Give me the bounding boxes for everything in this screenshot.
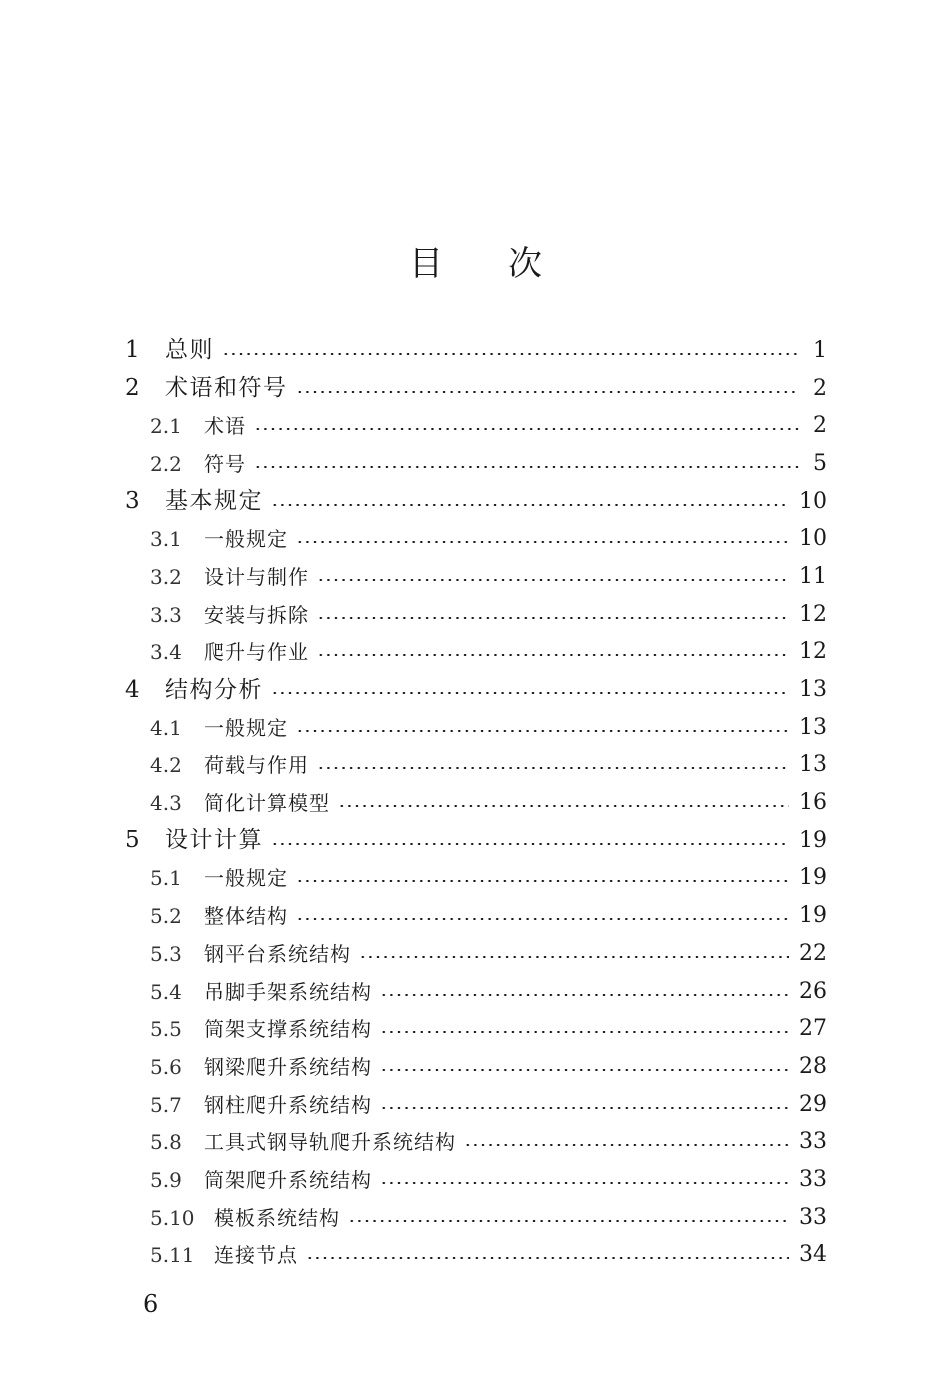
toc-entry-page: 19 bbox=[799, 827, 827, 853]
toc-entry-title: 整体结构 bbox=[204, 904, 288, 929]
toc-entry-number: 3 bbox=[125, 488, 140, 515]
toc-entry-number: 5.9 bbox=[150, 1167, 182, 1192]
toc-section-entry[interactable] bbox=[0, 1086, 827, 1124]
toc-entry-title: 连接节点 bbox=[214, 1243, 298, 1268]
toc-entry-title: 筒架爬升系统结构 bbox=[204, 1167, 372, 1192]
toc-section-entry[interactable] bbox=[0, 1048, 827, 1086]
toc-section-entry[interactable] bbox=[0, 1237, 827, 1275]
toc-section-entry[interactable] bbox=[0, 747, 827, 785]
toc-entry-title: 一般规定 bbox=[204, 715, 288, 740]
toc-entry-page: 10 bbox=[799, 526, 827, 552]
toc-entry-number: 5.8 bbox=[150, 1130, 182, 1155]
toc-entry-title: 模板系统结构 bbox=[214, 1205, 340, 1230]
toc-chapter-entry[interactable] bbox=[0, 671, 827, 709]
toc-entry-title: 基本规定 bbox=[165, 488, 263, 515]
toc-dot-leader bbox=[348, 1220, 789, 1222]
toc-entry-page: 13 bbox=[799, 752, 827, 778]
toc-dot-leader bbox=[380, 1031, 789, 1033]
toc-entry-number: 4.2 bbox=[150, 753, 182, 778]
toc-entry-number: 5.7 bbox=[150, 1092, 182, 1117]
toc-section-entry[interactable] bbox=[0, 634, 827, 672]
toc-section-entry[interactable] bbox=[0, 520, 827, 558]
toc-section-entry[interactable] bbox=[0, 596, 827, 634]
toc-entry-number: 3.1 bbox=[150, 527, 182, 552]
toc-entry-number: 5 bbox=[125, 827, 140, 854]
toc-entry-page: 29 bbox=[799, 1091, 827, 1117]
toc-entry-title: 爬升与作业 bbox=[204, 640, 309, 665]
toc-entry-title: 荷载与作用 bbox=[204, 753, 309, 778]
toc-section-entry[interactable] bbox=[0, 558, 827, 596]
toc-dot-leader bbox=[317, 767, 789, 769]
toc-section-entry[interactable] bbox=[0, 935, 827, 973]
toc-entry-number: 5.1 bbox=[150, 866, 182, 891]
toc-dot-leader bbox=[271, 504, 789, 506]
toc-dot-leader bbox=[222, 353, 799, 355]
toc-entry-number: 5.10 bbox=[150, 1205, 195, 1230]
toc-entry-page: 13 bbox=[799, 714, 827, 740]
toc-entry-number: 3.2 bbox=[150, 564, 182, 589]
toc-entry-page: 22 bbox=[799, 940, 827, 966]
toc-entry-page: 2 bbox=[813, 375, 827, 401]
toc-dot-leader bbox=[271, 843, 789, 845]
toc-entry-number: 5.5 bbox=[150, 1017, 182, 1042]
toc-entry-number: 2.1 bbox=[150, 414, 182, 439]
toc-entry-title: 总则 bbox=[165, 337, 214, 364]
toc-entry-title: 筒架支撑系统结构 bbox=[204, 1017, 372, 1042]
toc-dot-leader bbox=[296, 541, 789, 543]
toc-entry-title: 一般规定 bbox=[204, 866, 288, 891]
toc-dot-leader bbox=[380, 1107, 789, 1109]
toc-section-entry[interactable] bbox=[0, 1161, 827, 1199]
toc-entry-page: 16 bbox=[799, 790, 827, 816]
toc-entry-page: 5 bbox=[813, 450, 827, 476]
toc-entry-page: 33 bbox=[799, 1204, 827, 1230]
toc-section-entry[interactable] bbox=[0, 407, 827, 445]
toc-entry-page: 33 bbox=[799, 1129, 827, 1155]
toc-entry-number: 5.4 bbox=[150, 979, 182, 1004]
toc-entry-title: 设计计算 bbox=[165, 827, 263, 854]
toc-entry-title: 一般规定 bbox=[204, 527, 288, 552]
toc-entry-page: 34 bbox=[799, 1242, 827, 1268]
page-title-char-1: 目 bbox=[409, 244, 443, 284]
toc-dot-leader bbox=[296, 880, 789, 882]
toc-entry-title: 术语 bbox=[204, 414, 246, 439]
toc-dot-leader bbox=[359, 956, 789, 958]
toc-chapter-entry[interactable] bbox=[0, 332, 827, 370]
toc-dot-leader bbox=[338, 805, 789, 807]
toc-entry-title: 钢梁爬升系统结构 bbox=[204, 1054, 372, 1079]
toc-entry-title: 安装与拆除 bbox=[204, 602, 309, 627]
toc-entry-number: 2 bbox=[125, 375, 140, 402]
toc-dot-leader bbox=[306, 1257, 789, 1259]
toc-dot-leader bbox=[317, 654, 789, 656]
toc-entry-title: 符号 bbox=[204, 451, 246, 476]
toc-section-entry[interactable] bbox=[0, 897, 827, 935]
toc-entry-page: 26 bbox=[799, 978, 827, 1004]
toc-entry-title: 术语和符号 bbox=[165, 375, 288, 402]
toc-entry-title: 吊脚手架系统结构 bbox=[204, 979, 372, 1004]
toc-dot-leader bbox=[254, 466, 799, 468]
toc-entry-page: 13 bbox=[799, 677, 827, 703]
toc-entry-number: 5.11 bbox=[150, 1243, 195, 1268]
toc-section-entry[interactable] bbox=[0, 1199, 827, 1237]
toc-entry-title: 简化计算模型 bbox=[204, 791, 330, 816]
toc-chapter-entry[interactable] bbox=[0, 822, 827, 860]
toc-entry-title: 钢平台系统结构 bbox=[204, 941, 351, 966]
toc-entry-page: 28 bbox=[799, 1053, 827, 1079]
toc-entry-number: 3.3 bbox=[150, 602, 182, 627]
toc-entry-page: 12 bbox=[799, 639, 827, 665]
toc-entry-page: 33 bbox=[799, 1166, 827, 1192]
toc-entry-page: 27 bbox=[799, 1016, 827, 1042]
toc-entry-title: 钢柱爬升系统结构 bbox=[204, 1092, 372, 1117]
toc-dot-leader bbox=[271, 692, 789, 694]
toc-entry-number: 3.4 bbox=[150, 640, 182, 665]
toc-entry-number: 4.3 bbox=[150, 791, 182, 816]
toc-entry-page: 12 bbox=[799, 601, 827, 627]
toc-entry-title: 工具式钢导轨爬升系统结构 bbox=[204, 1130, 456, 1155]
toc-entry-page: 19 bbox=[799, 903, 827, 929]
toc-entry-number: 5.6 bbox=[150, 1054, 182, 1079]
toc-entry-number: 5.3 bbox=[150, 941, 182, 966]
toc-section-entry[interactable] bbox=[0, 784, 827, 822]
toc-entry-page: 1 bbox=[813, 337, 827, 363]
toc-entry-page: 2 bbox=[813, 413, 827, 439]
toc-entry-number: 5.2 bbox=[150, 904, 182, 929]
toc-section-entry[interactable] bbox=[0, 860, 827, 898]
page-title-char-2: 次 bbox=[508, 244, 542, 284]
toc-dot-leader bbox=[317, 579, 789, 581]
toc-entry-page: 11 bbox=[799, 563, 827, 589]
toc-entry-title: 结构分析 bbox=[165, 676, 263, 703]
toc-chapter-entry[interactable] bbox=[0, 370, 827, 408]
toc-section-entry[interactable] bbox=[0, 1123, 827, 1161]
toc-section-entry[interactable] bbox=[0, 709, 827, 747]
toc-dot-leader bbox=[380, 1069, 789, 1071]
toc-dot-leader bbox=[464, 1144, 789, 1146]
toc-chapter-entry[interactable] bbox=[0, 483, 827, 521]
toc-dot-leader bbox=[296, 730, 789, 732]
toc-entry-number: 4.1 bbox=[150, 715, 182, 740]
toc-section-entry[interactable] bbox=[0, 445, 827, 483]
page-number: 6 bbox=[143, 1290, 159, 1318]
toc-dot-leader bbox=[296, 918, 789, 920]
toc-dot-leader bbox=[317, 617, 789, 619]
toc-entry-number: 1 bbox=[125, 337, 140, 364]
toc-dot-leader bbox=[296, 391, 800, 393]
toc-dot-leader bbox=[380, 1182, 789, 1184]
toc-entry-title: 设计与制作 bbox=[204, 564, 309, 589]
table-of-contents bbox=[0, 332, 950, 1274]
toc-entry-number: 4 bbox=[125, 676, 140, 703]
toc-dot-leader bbox=[254, 428, 799, 430]
toc-dot-leader bbox=[380, 994, 789, 996]
toc-entry-number: 2.2 bbox=[150, 451, 182, 476]
toc-entry-page: 10 bbox=[799, 488, 827, 514]
toc-entry-page: 19 bbox=[799, 865, 827, 891]
toc-section-entry[interactable] bbox=[0, 973, 827, 1011]
toc-section-entry[interactable] bbox=[0, 1010, 827, 1048]
